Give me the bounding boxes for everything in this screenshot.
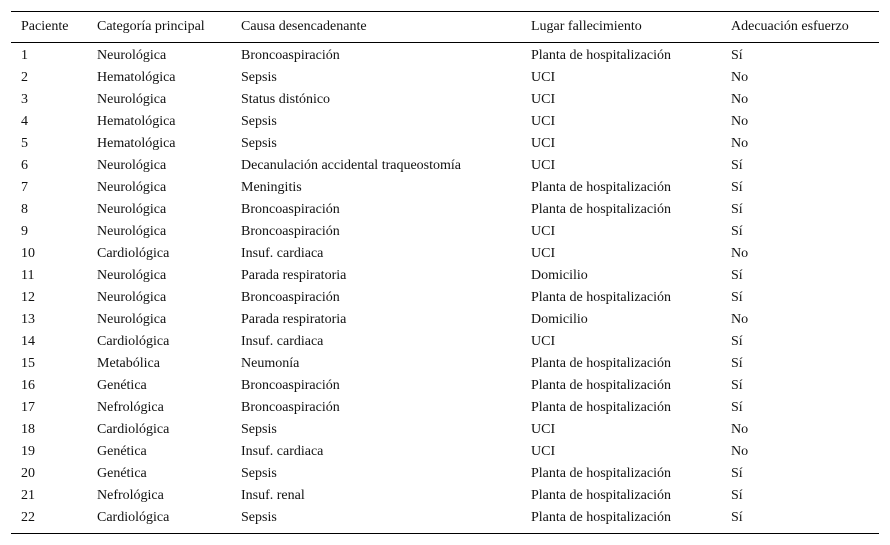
- header-adecuacion-esfuerzo: Adecuación esfuerzo: [731, 19, 849, 34]
- header-lugar-fallecimiento: Lugar fallecimiento: [531, 19, 642, 34]
- cell-lugar: Planta de hospitalización: [531, 356, 671, 371]
- table-row: [11, 155, 879, 177]
- table-row: [11, 375, 879, 397]
- table-row: [11, 309, 879, 331]
- cell-causa: Broncoaspiración: [241, 400, 340, 415]
- cell-adecuacion: Sí: [731, 356, 743, 371]
- cell-causa: Insuf. cardiaca: [241, 444, 324, 459]
- cell-adecuacion: No: [731, 444, 749, 459]
- cell-causa: Insuf. cardiaca: [241, 334, 324, 349]
- cell-adecuacion: Sí: [731, 378, 743, 393]
- cell-categoria: Hematológica: [97, 114, 176, 129]
- cell-adecuacion: Sí: [731, 268, 743, 283]
- cell-paciente: 17: [21, 400, 35, 415]
- cell-lugar: UCI: [531, 158, 556, 173]
- cell-adecuacion: Sí: [731, 466, 743, 481]
- cell-paciente: 6: [21, 158, 28, 173]
- cell-lugar: UCI: [531, 334, 556, 349]
- cell-causa: Parada respiratoria: [241, 268, 347, 283]
- table-row: [11, 287, 879, 309]
- cell-lugar: Planta de hospitalización: [531, 180, 671, 195]
- table-row: [11, 397, 879, 419]
- table-row: [11, 331, 879, 353]
- cell-categoria: Metabólica: [97, 356, 160, 371]
- header-categoria-principal: Categoría principal: [97, 19, 205, 34]
- cell-categoria: Neurológica: [97, 92, 167, 107]
- cell-paciente: 2: [21, 70, 28, 85]
- cell-categoria: Cardiológica: [97, 246, 170, 261]
- cell-categoria: Genética: [97, 444, 147, 459]
- cell-causa: Sepsis: [241, 114, 277, 129]
- table-row: [11, 221, 879, 243]
- cell-categoria: Nefrológica: [97, 400, 164, 415]
- cell-lugar: Planta de hospitalización: [531, 378, 671, 393]
- cell-paciente: 3: [21, 92, 28, 107]
- cell-paciente: 21: [21, 488, 35, 503]
- table-body: [11, 43, 879, 534]
- cell-adecuacion: Sí: [731, 488, 743, 503]
- cell-adecuacion: Sí: [731, 158, 743, 173]
- header-row: [11, 12, 879, 43]
- cell-categoria: Neurológica: [97, 224, 167, 239]
- cell-lugar: Domicilio: [531, 268, 588, 283]
- cell-paciente: 20: [21, 466, 35, 481]
- table-header: [11, 12, 879, 43]
- table-row: [11, 353, 879, 375]
- cell-categoria: Cardiológica: [97, 510, 170, 525]
- cell-categoria: Genética: [97, 466, 147, 481]
- cell-causa: Insuf. renal: [241, 488, 305, 503]
- cell-paciente: 5: [21, 136, 28, 151]
- cell-lugar: Planta de hospitalización: [531, 466, 671, 481]
- cell-lugar: UCI: [531, 136, 556, 151]
- cell-categoria: Neurológica: [97, 290, 167, 305]
- cell-adecuacion: Sí: [731, 510, 743, 525]
- cell-lugar: Planta de hospitalización: [531, 488, 671, 503]
- cell-adecuacion: Sí: [731, 400, 743, 415]
- table-row: [11, 111, 879, 133]
- cell-lugar: UCI: [531, 444, 556, 459]
- table-row: [11, 177, 879, 199]
- cell-paciente: 9: [21, 224, 28, 239]
- cell-causa: Broncoaspiración: [241, 290, 340, 305]
- cell-adecuacion: No: [731, 312, 749, 327]
- cell-categoria: Nefrológica: [97, 488, 164, 503]
- cell-lugar: UCI: [531, 114, 556, 129]
- cell-causa: Sepsis: [241, 466, 277, 481]
- table-row: [11, 67, 879, 89]
- cell-paciente: 22: [21, 510, 35, 525]
- cell-lugar: Planta de hospitalización: [531, 510, 671, 525]
- table-row: [11, 485, 879, 507]
- cell-categoria: Neurológica: [97, 312, 167, 327]
- cell-adecuacion: Sí: [731, 180, 743, 195]
- cell-categoria: Genética: [97, 378, 147, 393]
- cell-adecuacion: No: [731, 136, 749, 151]
- cell-categoria: Hematológica: [97, 136, 176, 151]
- cell-categoria: Neurológica: [97, 48, 167, 63]
- cell-adecuacion: Sí: [731, 48, 743, 63]
- cell-adecuacion: No: [731, 70, 749, 85]
- cell-paciente: 15: [21, 356, 35, 371]
- cell-adecuacion: Sí: [731, 202, 743, 217]
- cell-causa: Meningitis: [241, 180, 302, 195]
- cell-paciente: 4: [21, 114, 28, 129]
- cell-lugar: Planta de hospitalización: [531, 48, 671, 63]
- table-row: [11, 441, 879, 463]
- cell-lugar: Planta de hospitalización: [531, 400, 671, 415]
- cell-lugar: Planta de hospitalización: [531, 202, 671, 217]
- cell-lugar: UCI: [531, 422, 556, 437]
- patients-table-container: [11, 11, 879, 534]
- cell-categoria: Neurológica: [97, 158, 167, 173]
- cell-categoria: Neurológica: [97, 268, 167, 283]
- cell-lugar: UCI: [531, 70, 556, 85]
- cell-causa: Neumonía: [241, 356, 300, 371]
- cell-lugar: UCI: [531, 224, 556, 239]
- cell-causa: Broncoaspiración: [241, 202, 340, 217]
- cell-categoria: Cardiológica: [97, 422, 170, 437]
- cell-adecuacion: No: [731, 92, 749, 107]
- cell-causa: Decanulación accidental traqueostomía: [241, 158, 462, 173]
- table-row: [11, 419, 879, 441]
- cell-categoria: Cardiológica: [97, 334, 170, 349]
- cell-causa: Sepsis: [241, 136, 277, 151]
- cell-causa: Parada respiratoria: [241, 312, 347, 327]
- table-row: [11, 133, 879, 155]
- cell-adecuacion: Sí: [731, 224, 743, 239]
- header-causa-desencadenante: Causa desencadenante: [241, 19, 367, 34]
- cell-adecuacion: No: [731, 114, 749, 129]
- cell-causa: Sepsis: [241, 70, 277, 85]
- cell-causa: Broncoaspiración: [241, 48, 340, 63]
- cell-categoria: Neurológica: [97, 180, 167, 195]
- cell-paciente: 1: [21, 48, 28, 63]
- cell-paciente: 19: [21, 444, 35, 459]
- cell-paciente: 11: [21, 268, 35, 283]
- table-row: [11, 507, 879, 534]
- table-row: [11, 463, 879, 485]
- patients-table: [11, 11, 879, 534]
- cell-paciente: 13: [21, 312, 35, 327]
- cell-causa: Sepsis: [241, 422, 277, 437]
- table-row: [11, 89, 879, 111]
- cell-causa: Insuf. cardiaca: [241, 246, 324, 261]
- cell-adecuacion: Sí: [731, 290, 743, 305]
- cell-lugar: UCI: [531, 92, 556, 107]
- cell-paciente: 14: [21, 334, 35, 349]
- table-row: [11, 265, 879, 287]
- cell-adecuacion: No: [731, 422, 749, 437]
- cell-paciente: 8: [21, 202, 28, 217]
- table-row: [11, 43, 879, 68]
- cell-adecuacion: Sí: [731, 334, 743, 349]
- table-row: [11, 199, 879, 221]
- cell-paciente: 10: [21, 246, 35, 261]
- cell-causa: Sepsis: [241, 510, 277, 525]
- cell-paciente: 16: [21, 378, 35, 393]
- cell-lugar: Domicilio: [531, 312, 588, 327]
- cell-lugar: UCI: [531, 246, 556, 261]
- cell-causa: Broncoaspiración: [241, 378, 340, 393]
- cell-categoria: Neurológica: [97, 202, 167, 217]
- cell-paciente: 18: [21, 422, 35, 437]
- cell-paciente: 12: [21, 290, 35, 305]
- table-row: [11, 243, 879, 265]
- cell-lugar: Planta de hospitalización: [531, 290, 671, 305]
- cell-categoria: Hematológica: [97, 70, 176, 85]
- cell-causa: Broncoaspiración: [241, 224, 340, 239]
- cell-paciente: 7: [21, 180, 28, 195]
- cell-adecuacion: No: [731, 246, 749, 261]
- header-paciente: Paciente: [21, 19, 69, 34]
- cell-causa: Status distónico: [241, 92, 331, 107]
